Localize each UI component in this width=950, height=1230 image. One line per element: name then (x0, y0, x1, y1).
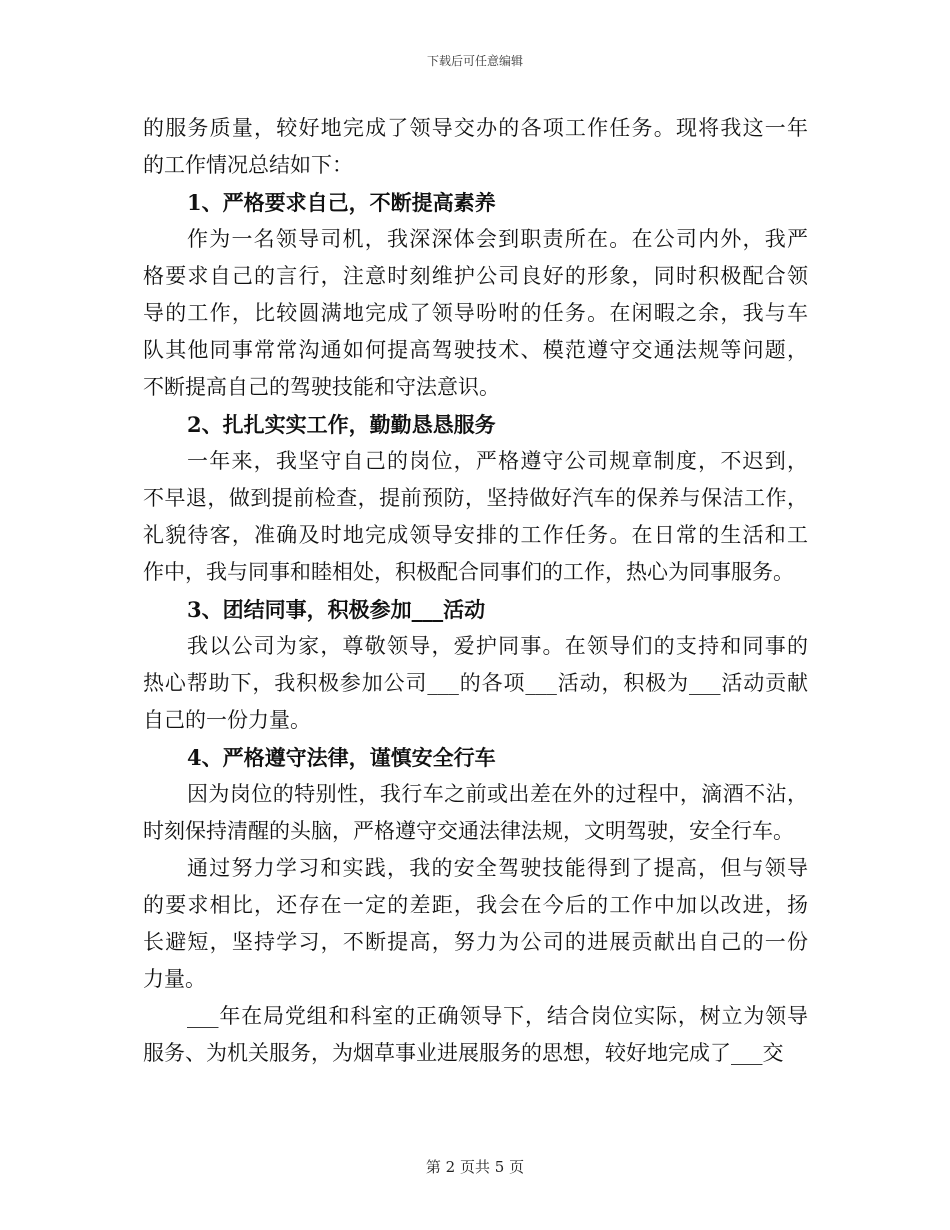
paragraph-line: 时刻保持清醒的头脑，严格遵守交通法律法规，文明驾驶，安全行车。 (143, 819, 794, 843)
paragraph (143, 221, 808, 406)
paragraph-line: 通过努力学习和实践，我的安全驾驶技能得到了提高，但与领导 (187, 856, 808, 880)
paragraph-line: 作为一名领导司机，我深深体会到职责所在。在公司内外，我严 (187, 227, 808, 251)
paragraph-line: ___年在局党组和科室的正确领导下，结合岗位实际，树立为领导 (187, 1004, 808, 1028)
section-heading: 1、严格要求自己，不断提高素养 (187, 190, 496, 215)
paragraph-line: 自己的一份力量。 (143, 708, 311, 732)
paragraph-line: 队其他同事常常沟通如何提高驾驶技术、模范遵守交通法规等问题， (143, 338, 808, 362)
paragraph-line: 服务、为机关服务，为烟草事业进展服务的思想，较好地完成了___交 (143, 1041, 784, 1065)
paragraph-line: 不早退，做到提前检查，提前预防，坚持做好汽车的保养与保洁工作， (143, 486, 808, 510)
paragraph-line: 的工作情况总结如下： (143, 153, 353, 177)
section-heading: 2、扎扎实实工作，勤勤恳恳服务 (187, 412, 496, 437)
paragraph (143, 776, 808, 850)
paragraph-line: 的服务质量，较好地完成了领导交办的各项工作任务。现将我这一年 (143, 116, 808, 140)
paragraph-line: 作中，我与同事和睦相处，积极配合同事们的工作，热心为同事服务。 (143, 560, 794, 584)
document-body (143, 110, 808, 1072)
paragraph (143, 110, 808, 184)
paragraph (143, 850, 808, 998)
paragraph-line: 因为岗位的特别性，我行车之前或出差在外的过程中，滴酒不沾， (187, 782, 808, 806)
paragraph-line: 热心帮助下，我积极参加公司___的各项___活动，积极为___活动贡献 (143, 671, 808, 695)
page-number: 第 2 页共 5 页 (425, 1158, 525, 1176)
paragraph-line: 格要求自己的言行，注意时刻维护公司良好的形象，同时积极配合领 (143, 264, 808, 288)
paragraph-line: 不断提高自己的驾驶技能和守法意识。 (143, 375, 500, 399)
paragraph-line: 导的工作，比较圆满地完成了领导吩咐的任务。在闲暇之余，我与车 (143, 301, 808, 325)
paragraph (143, 998, 808, 1072)
paragraph-line: 礼貌待客，准确及时地完成领导安排的工作任务。在日常的生活和工 (143, 523, 808, 547)
paragraph (143, 443, 808, 591)
paragraph-line: 的要求相比，还存在一定的差距，我会在今后的工作中加以改进，扬 (143, 893, 808, 917)
page-header: 下载后可任意编辑 (426, 54, 523, 68)
paragraph-line: 一年来，我坚守自己的岗位，严格遵守公司规章制度，不迟到， (187, 449, 808, 473)
paragraph-line: 我以公司为家，尊敬领导，爱护同事。在领导们的支持和同事的 (187, 634, 808, 658)
section-heading: 3、团结同事，积极参加___活动 (187, 597, 486, 622)
section-heading: 4、严格遵守法律，谨慎安全行车 (187, 745, 496, 770)
paragraph-line: 力量。 (143, 967, 206, 991)
paragraph-line: 长避短，坚持学习，不断提高，努力为公司的进展贡献出自己的一份 (143, 930, 808, 954)
paragraph (143, 628, 808, 739)
